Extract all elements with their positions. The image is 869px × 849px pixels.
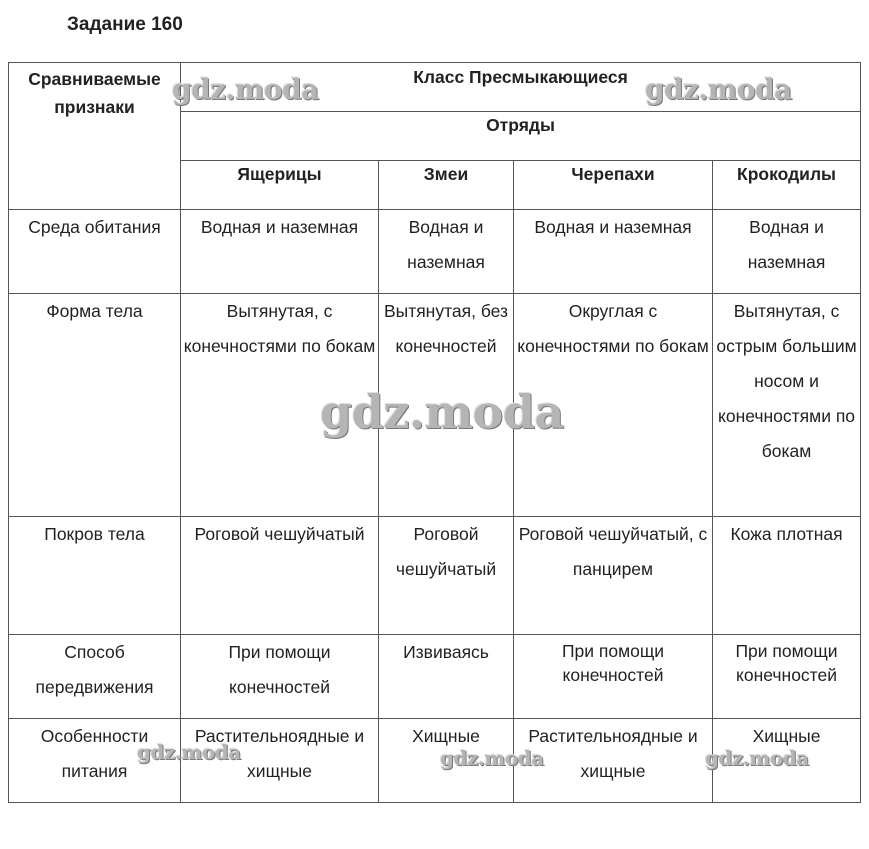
table-cell: Кожа плотная bbox=[713, 517, 861, 635]
order-turtles: Черепахи bbox=[514, 161, 713, 210]
watermark: gdz.moda bbox=[172, 73, 319, 106]
table-cell: Роговой чешуйчатый, с панцирем bbox=[514, 517, 713, 635]
table-cell: Вытянутая, с острым большим носом и конечностями по бокам bbox=[713, 294, 861, 517]
table-cell: Растительноядные и хищные bbox=[514, 719, 713, 803]
table-cell: При помощи конечностей bbox=[514, 635, 713, 719]
table-row bbox=[9, 210, 861, 294]
table-cell: Роговой чешуйчатый bbox=[379, 517, 514, 635]
watermark: gdz.moda bbox=[440, 746, 544, 770]
feature-body-shape: Форма тела bbox=[9, 294, 181, 517]
table-cell: Извиваясь bbox=[379, 635, 514, 719]
feature-locomotion: Способ передвижения bbox=[9, 635, 181, 719]
header-features: Сравниваемые признаки bbox=[9, 63, 181, 210]
reptile-comparison-table bbox=[8, 62, 861, 803]
table-row bbox=[9, 294, 861, 517]
table-cell: При помощи конечностей bbox=[181, 635, 379, 719]
order-snakes: Змеи bbox=[379, 161, 514, 210]
table-row bbox=[9, 719, 861, 803]
table-cell: Водная и наземная bbox=[713, 210, 861, 294]
order-crocodiles: Крокодилы bbox=[713, 161, 861, 210]
table-row bbox=[9, 517, 861, 635]
task-title: Задание 160 bbox=[67, 14, 183, 35]
table-cell: Вытянутая, без конечностей bbox=[379, 294, 514, 517]
table-cell: Растительноядные и хищные bbox=[181, 719, 379, 803]
order-lizards: Ящерицы bbox=[181, 161, 379, 210]
watermark: gdz.moda bbox=[645, 73, 792, 106]
watermark: gdz.moda bbox=[320, 385, 564, 439]
header-orders: Отряды bbox=[181, 112, 861, 161]
table-cell: При помощи конечностей bbox=[713, 635, 861, 719]
table-cell: Роговой чешуйчатый bbox=[181, 517, 379, 635]
watermark: gdz.moda bbox=[137, 740, 241, 764]
table-cell: Водная и наземная bbox=[514, 210, 713, 294]
table-cell: Хищные bbox=[379, 719, 514, 803]
header-class: Класс Пресмыкающиеся bbox=[181, 63, 861, 112]
feature-habitat: Среда обитания bbox=[9, 210, 181, 294]
feature-body-cover: Покров тела bbox=[9, 517, 181, 635]
table-cell: Округлая с конечностями по бокам bbox=[514, 294, 713, 517]
table-row bbox=[9, 635, 861, 719]
table-cell: Водная и наземная bbox=[181, 210, 379, 294]
table-cell: Водная и наземная bbox=[379, 210, 514, 294]
watermark: gdz.moda bbox=[705, 746, 809, 770]
table-cell: Хищные bbox=[713, 719, 861, 803]
table-cell: Вытянутая, с конечностями по бокам bbox=[181, 294, 379, 517]
feature-feeding: Особенности питания bbox=[9, 719, 181, 803]
